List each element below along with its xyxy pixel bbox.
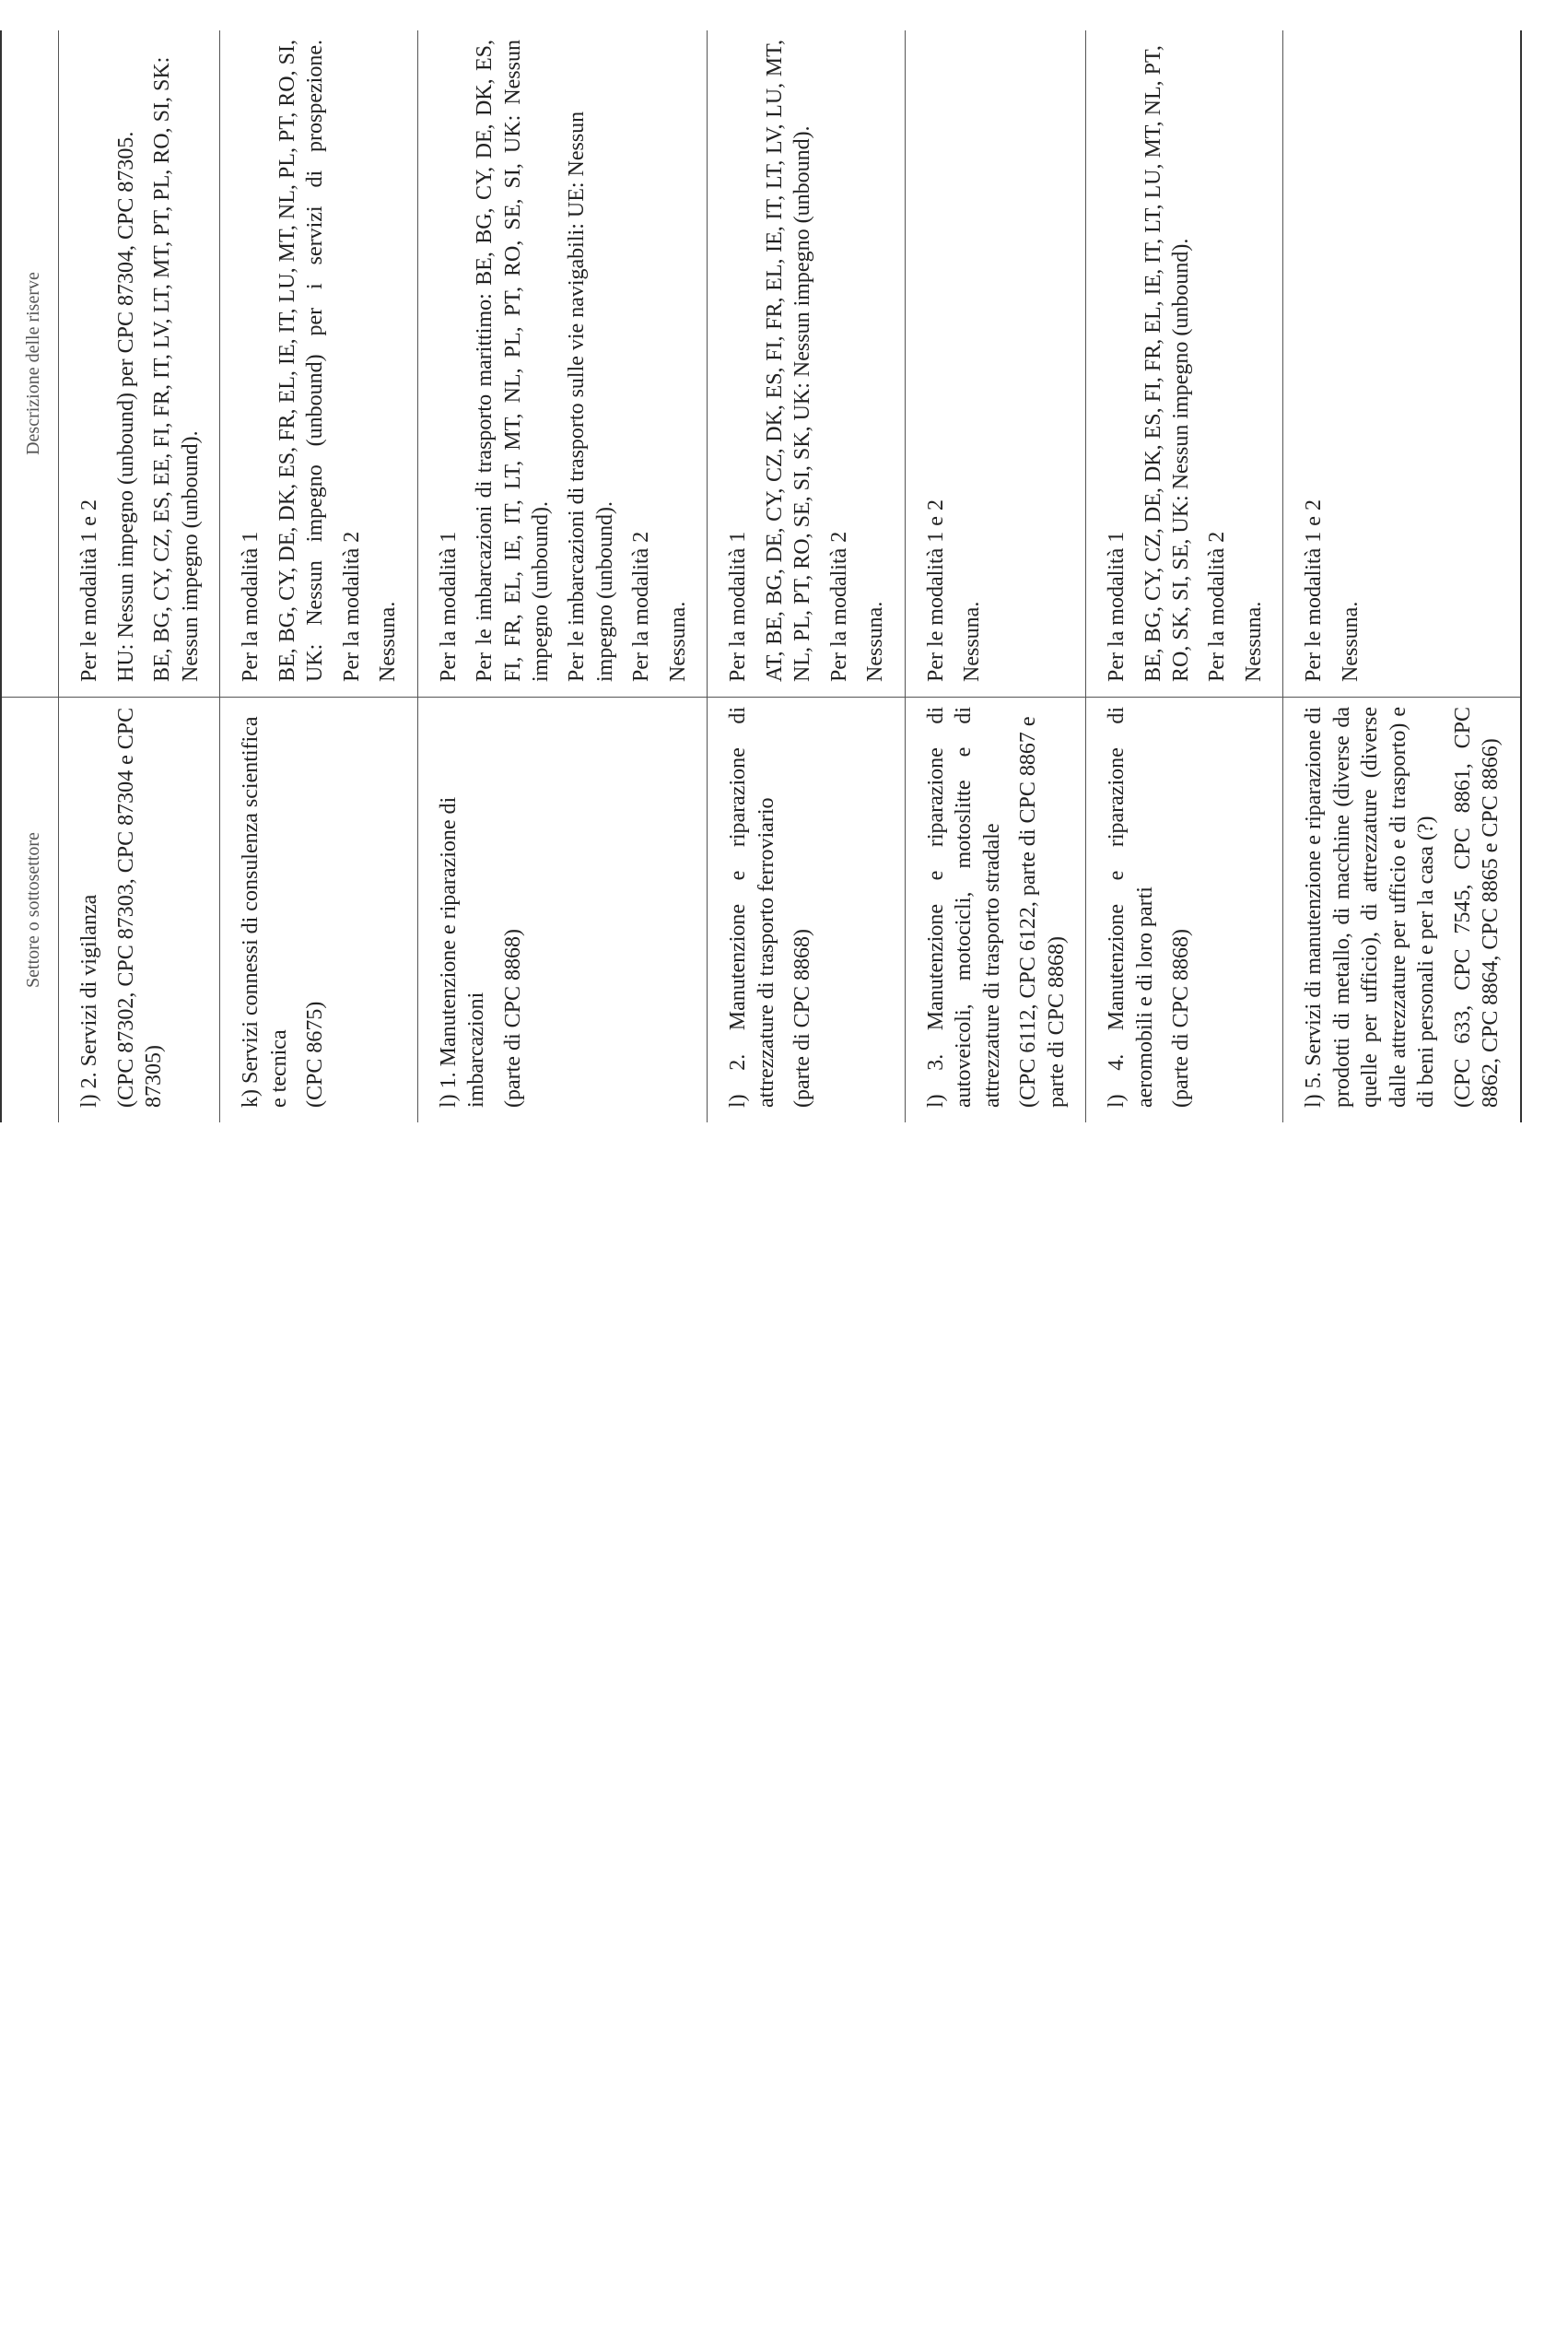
- reserve-line: BE, BG, CY, CZ, ES, EE, FI, FR, IT, LV, LT, MT, PT, PL, RO, SI, SK: Nessun impegno (unbound).: [150, 56, 203, 682]
- sector-cell: [1283, 698, 1521, 1123]
- reserve-line: Nessuna.: [863, 601, 888, 682]
- sector-title: l) 2. Servizi di vigilanza: [77, 894, 102, 1108]
- sector-cell: [1086, 698, 1283, 1123]
- reserves-table: [0, 30, 1522, 1122]
- header-sector: Settore o sottosettore: [1, 698, 59, 1123]
- reserves-cell: [708, 30, 905, 698]
- sector-code: (CPC 87302, CPC 87303, CPC 87304 e CPC 87305): [113, 707, 167, 1108]
- reserves-cell: [905, 30, 1085, 698]
- table-row: [708, 30, 905, 1122]
- reserve-line: Per la modalità 2: [339, 531, 364, 682]
- reserves-cell: [1283, 30, 1521, 698]
- sector-title: k) Servizi connessi di consulenza scientifica e tecnica: [239, 716, 291, 1108]
- sector-code: (parte di CPC 8868): [1168, 929, 1193, 1108]
- table-header-row: [1, 30, 59, 1122]
- sector-cell: [417, 698, 708, 1123]
- reserve-line: Nessuna.: [376, 601, 401, 682]
- sector-code: (CPC 633, CPC 7545, CPC 8861, CPC 8862, CPC 8864, CPC 8865 e CPC 8866): [1450, 707, 1504, 1108]
- reserve-line: HU: Nessun impegno (unbound) per CPC 87304, CPC 87305.: [113, 131, 138, 682]
- sector-title: l) 4. Manutenzione e riparazione di aeromobili e di loro parti: [1105, 707, 1157, 1108]
- sector-title: l) 3. Manutenzione e riparazione di autoveicoli, motocicli, motoslitte e di attrezzature di trasporto stradale: [923, 707, 1004, 1108]
- reserve-line: Per le imbarcazioni di trasporto marittimo: BE, BG, CY, DE, DK, ES, FI, FR, EL, IE, IT, LT, MT, NL, PL, PT, RO, SE, SI, UK: Nessun impegno (unbound).: [473, 40, 554, 682]
- table-row: [905, 30, 1085, 1122]
- reserve-line: Per le modalità 1 e 2: [1302, 499, 1327, 682]
- table-row: [1086, 30, 1283, 1122]
- reserve-line: Per le modalità 1 e 2: [77, 499, 102, 682]
- sector-cell: [708, 698, 905, 1123]
- sector-code: (parte di CPC 8868): [500, 929, 525, 1108]
- reserves-cell: [220, 30, 417, 698]
- sector-code: (CPC 6112, CPC 6122, parte di CPC 8867 e parte di CPC 8868): [1016, 716, 1069, 1108]
- reserve-line: Nessuna.: [665, 601, 690, 682]
- reserve-line: Per le imbarcazioni di trasporto sulle vie navigabili: UE: Nessun impegno (unbound).: [565, 111, 617, 682]
- reserve-line: Per la modalità 1: [1105, 531, 1129, 682]
- reserve-line: Per la modalità 2: [826, 531, 851, 682]
- reserve-line: Nessuna.: [960, 601, 985, 682]
- sector-title: l) 5. Servizi di manutenzione e riparazione di prodotti di metallo, di macchine (diverse da quelle per ufficio), di attrezzature (diverse dalle attrezzature per ufficio e di trasporto) e di beni personali e per la casa (?): [1302, 707, 1439, 1108]
- reserve-line: Per le modalità 1 e 2: [923, 499, 948, 682]
- table-row: [220, 30, 417, 1122]
- table-row: [1283, 30, 1521, 1122]
- reserve-line: Per la modalità 2: [1205, 531, 1230, 682]
- header-reserves: Descrizione delle riserve: [1, 30, 59, 698]
- reserve-line: Per la modalità 1: [726, 531, 751, 682]
- table-row: [417, 30, 708, 1122]
- reserve-line: Per la modalità 1: [239, 531, 263, 682]
- reserve-line: Nessuna.: [1338, 601, 1363, 682]
- table-row: [59, 30, 220, 1122]
- reserve-line: BE, BG, CY, CZ, DE, DK, ES, FI, FR, EL, IE, IT, LT, LU, MT, NL, PT, RO, SK, SI, SE, UK: Nessun impegno (unbound).: [1141, 45, 1193, 682]
- sector-cell: [59, 698, 220, 1123]
- reserve-line: Per la modalità 1: [436, 531, 461, 682]
- reserve-line: BE, BG, CY, DE, DK, ES, FR, EL, IE, IT, LU, MT, NL, PL, PT, RO, SI, UK: Nessun impegno (unbound) per i servizi di prospezione.: [275, 40, 328, 682]
- reserve-line: Nessuna.: [1241, 601, 1266, 682]
- sector-code: (CPC 8675): [303, 1001, 328, 1108]
- sector-cell: [905, 698, 1085, 1123]
- reserves-cell: [59, 30, 220, 698]
- reserve-line: Per la modalità 2: [629, 531, 654, 682]
- sector-title: l) 1. Manutenzione e riparazione di imbarcazioni: [436, 796, 489, 1108]
- reserves-cell: [1086, 30, 1283, 698]
- sector-title: l) 2. Manutenzione e riparazione di attrezzature di trasporto ferroviario: [726, 707, 778, 1108]
- sector-cell: [220, 698, 417, 1123]
- reserve-line: AT, BE, BG, DE, CY, CZ, DK, ES, FI, FR, EL, IE, IT, LT, LV, LU, MT, NL, PL, PT, RO, SE, SI, SK, UK: Nessun impegno (unbound).: [762, 40, 815, 682]
- sector-code: (parte di CPC 8868): [790, 929, 815, 1108]
- reserves-cell: [417, 30, 708, 698]
